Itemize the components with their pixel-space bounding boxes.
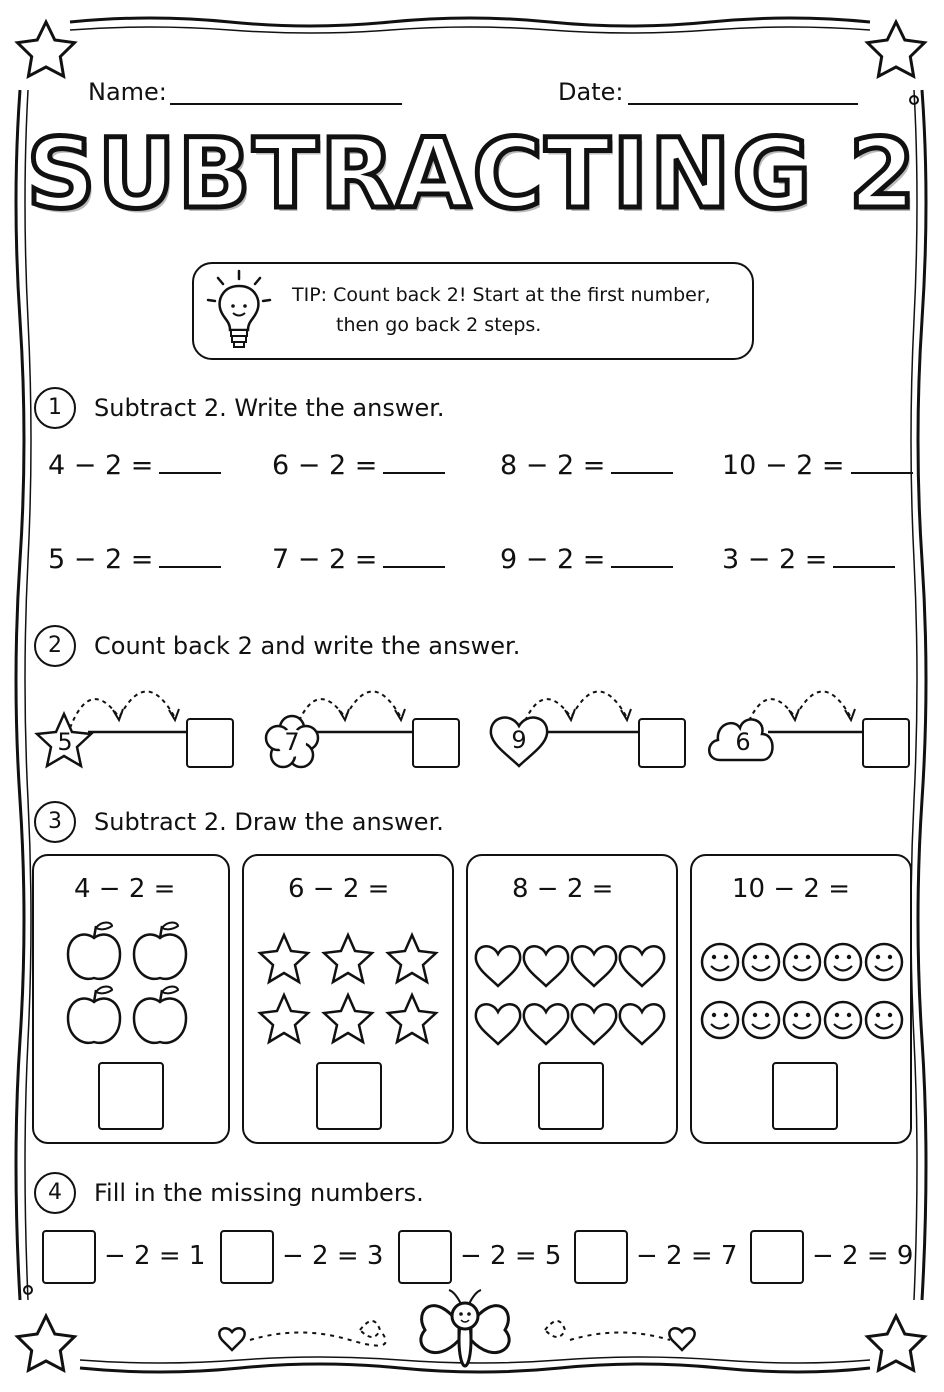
problem-8: 3 − 2 = (722, 544, 895, 575)
section-2-number: 2 (34, 625, 76, 667)
name-field[interactable] (170, 103, 402, 105)
answer-box[interactable] (98, 1062, 164, 1130)
star-group (256, 930, 442, 1050)
name-label: Name: (88, 78, 167, 106)
section-1-number: 1 (34, 387, 76, 429)
corner-star-icon (868, 22, 925, 76)
page-title: SUBTRACTING 2 (26, 118, 918, 230)
draw-card (690, 854, 912, 1144)
heart-icon (219, 1328, 244, 1350)
star-icon (260, 935, 308, 982)
corner-star-icon (868, 1316, 925, 1370)
answer-box[interactable] (862, 718, 910, 768)
answer-box[interactable] (412, 718, 460, 768)
smiley-group (698, 940, 904, 1050)
date-label: Date: (558, 78, 624, 106)
start-number: 7 (284, 728, 300, 756)
draw-card (242, 854, 454, 1144)
heart-icon (669, 1328, 694, 1350)
missing-number-box[interactable] (574, 1230, 628, 1284)
tip-line-1: TIP: Count back 2! Start at the first number, (292, 284, 711, 306)
fill-equation: − 2 = 1 (104, 1241, 206, 1271)
card-equation: 4 − 2 = (74, 874, 176, 904)
draw-card (32, 854, 230, 1144)
answer-blank[interactable] (611, 544, 673, 568)
section-3-number: 3 (34, 801, 76, 843)
smiley-icon (702, 944, 738, 980)
draw-card (466, 854, 678, 1144)
answer-box[interactable] (538, 1062, 604, 1130)
problem-5: 5 − 2 = (48, 544, 221, 575)
fill-equation: − 2 = 5 (460, 1241, 562, 1271)
butterfly-icon (421, 1290, 509, 1366)
problem-1: 4 − 2 = (48, 450, 221, 481)
lightbulb-icon (204, 268, 274, 352)
start-number: 9 (511, 726, 527, 754)
tip-line-2: then go back 2 steps. (336, 314, 542, 336)
answer-blank[interactable] (611, 450, 673, 474)
corner-star-icon (18, 1316, 75, 1370)
section-4-instruction: Fill in the missing numbers. (94, 1179, 424, 1207)
answer-blank[interactable] (851, 450, 913, 474)
card-equation: 6 − 2 = (288, 874, 390, 904)
section-1-instruction: Subtract 2. Write the answer. (94, 394, 445, 422)
count-back-item (256, 672, 466, 772)
corner-star-icon (18, 22, 75, 76)
fill-equation: − 2 = 9 (812, 1241, 914, 1271)
heart-icon (476, 946, 520, 986)
problem-2: 6 − 2 = (272, 450, 445, 481)
fill-equation: − 2 = 7 (636, 1241, 738, 1271)
heart-group (474, 936, 672, 1056)
card-equation: 10 − 2 = (732, 874, 850, 904)
problem-4: 10 − 2 = (722, 450, 913, 481)
answer-box[interactable] (638, 718, 686, 768)
answer-blank[interactable] (159, 450, 221, 474)
count-back-item (706, 672, 916, 772)
answer-box[interactable] (186, 718, 234, 768)
apple-group (64, 920, 198, 1050)
apple-icon (68, 923, 120, 979)
problem-6: 7 − 2 = (272, 544, 445, 575)
missing-number-box[interactable] (220, 1230, 274, 1284)
date-field[interactable] (628, 103, 858, 105)
fill-equation: − 2 = 3 (282, 1241, 384, 1271)
count-back-item (30, 672, 240, 772)
start-number: 6 (735, 728, 751, 756)
missing-number-box[interactable] (398, 1230, 452, 1284)
section-4-number: 4 (34, 1172, 76, 1214)
missing-number-box[interactable] (750, 1230, 804, 1284)
answer-blank[interactable] (383, 544, 445, 568)
answer-blank[interactable] (159, 544, 221, 568)
answer-box[interactable] (772, 1062, 838, 1130)
answer-blank[interactable] (383, 450, 445, 474)
problem-7: 9 − 2 = (500, 544, 673, 575)
problem-3: 8 − 2 = (500, 450, 673, 481)
section-2-instruction: Count back 2 and write the answer. (94, 632, 521, 660)
section-3-instruction: Subtract 2. Draw the answer. (94, 808, 444, 836)
card-equation: 8 − 2 = (512, 874, 614, 904)
missing-number-box[interactable] (42, 1230, 96, 1284)
answer-blank[interactable] (833, 544, 895, 568)
answer-box[interactable] (316, 1062, 382, 1130)
start-number: 5 (57, 728, 73, 756)
count-back-item (482, 672, 692, 772)
